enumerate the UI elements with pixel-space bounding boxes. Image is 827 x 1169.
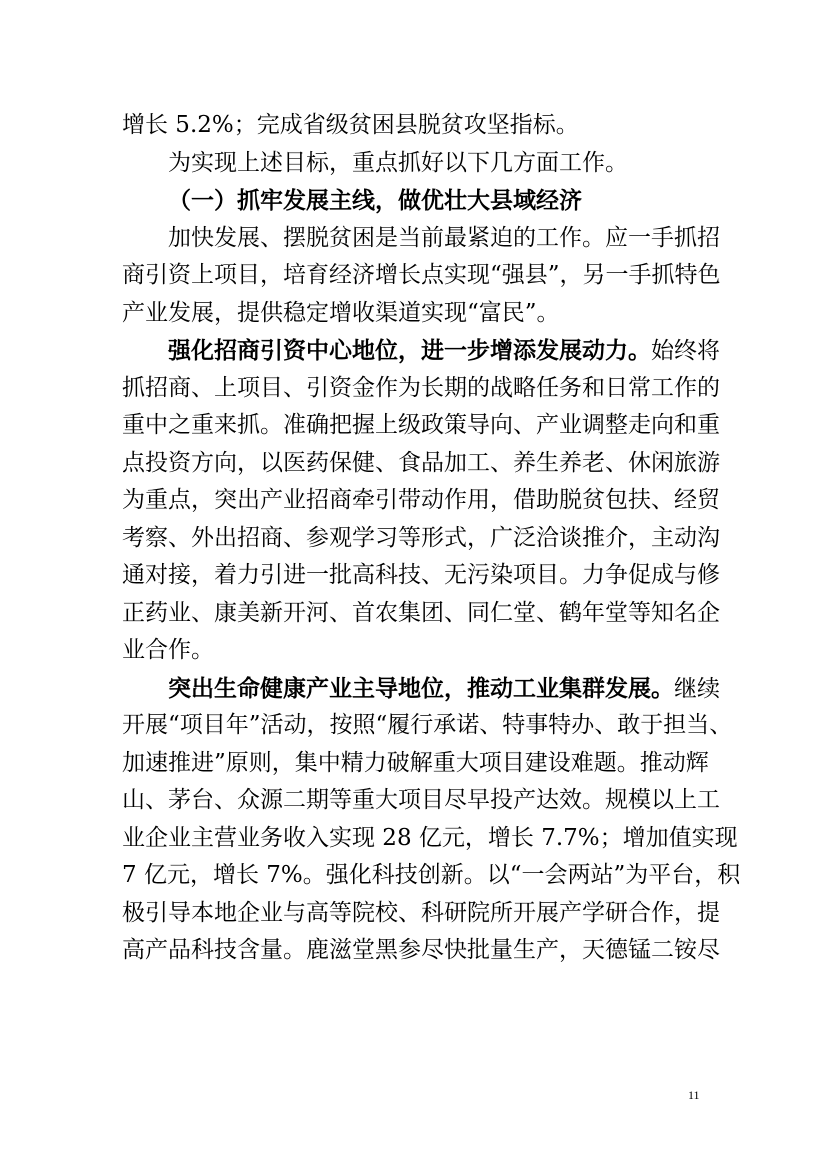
- text-line: 正药业、康美新开河、首农集团、同仁堂、鹤年堂等知名企: [122, 599, 720, 626]
- text-line: 高产品科技含量。鹿滋堂黑参尽快批量生产，天德锰二铵尽: [122, 937, 720, 963]
- paragraph-first-line: 加快发展、摆脱贫困是当前最紧迫的工作。应一手抓招: [168, 224, 720, 251]
- paragraph-first-line: 为实现上述目标，重点抓好以下几方面工作。: [168, 149, 628, 176]
- text-line: 抓招商、上项目、引资金作为长期的战略任务和日常工作的: [122, 374, 720, 401]
- text-line: 极引导本地企业与高等院校、科研院所开展产学研合作，提: [122, 899, 720, 926]
- text-line: 产业发展，提供稳定增收渠道实现“富民”。: [122, 299, 560, 326]
- text-line: 商引资上项目，培育经济增长点实现“强县”，另一手抓特色: [122, 262, 721, 288]
- document-body: [122, 107, 741, 970]
- text-line: 业合作。: [122, 637, 214, 663]
- bold-lead-phrase: 强化招商引资中心地位，进一步增添发展动力。: [168, 337, 651, 364]
- text-line: 考察、外出招商、参观学习等形式，广泛洽谈推介，主动沟: [122, 524, 720, 551]
- text-line: 点投资方向，以医药保健、食品加工、养生养老、休闲旅游: [122, 449, 720, 476]
- text-line: 通对接，着力引进一批高科技、无污染项目。力争促成与修: [122, 562, 720, 588]
- text-line: 重中之重来抓。准确把握上级政策导向、产业调整走向和重: [122, 412, 720, 438]
- text-line: 为重点，突出产业招商牵引带动作用，借助脱贫包扶、经贸: [122, 487, 720, 513]
- bold-lead-phrase: 突出生命健康产业主导地位，推动工业集群发展。: [168, 674, 674, 702]
- paragraph-first-line: 突出生命健康产业主导地位，推动工业集群发展。继续: [168, 674, 720, 702]
- text-line: 加速推进”原则，集中精力破解重大项目建设难题。推动辉: [122, 749, 709, 776]
- text-line: 业企业主营业务收入实现 28 亿元，增长 7.7%；增加值实现: [122, 824, 738, 851]
- text-line: 山、茅台、众源二期等重大项目尽早投产达效。规模以上工: [122, 787, 720, 813]
- text-line: 7 亿元，增长 7%。强化科技创新。以“一会两站”为平台，积: [122, 862, 741, 888]
- page-number: 11: [688, 1088, 700, 1102]
- section-heading: （一）抓牢发展主线，做优壮大县域经济: [168, 187, 582, 214]
- paragraph-first-line: 强化招商引资中心地位，进一步增添发展动力。始终将: [168, 337, 720, 364]
- text-line: 开展“项目年”活动，按照“履行承诺、特事特办、敢于担当、: [122, 712, 733, 738]
- text-line: 增长 5.2%；完成省级贫困县脱贫攻坚指标。: [122, 112, 579, 138]
